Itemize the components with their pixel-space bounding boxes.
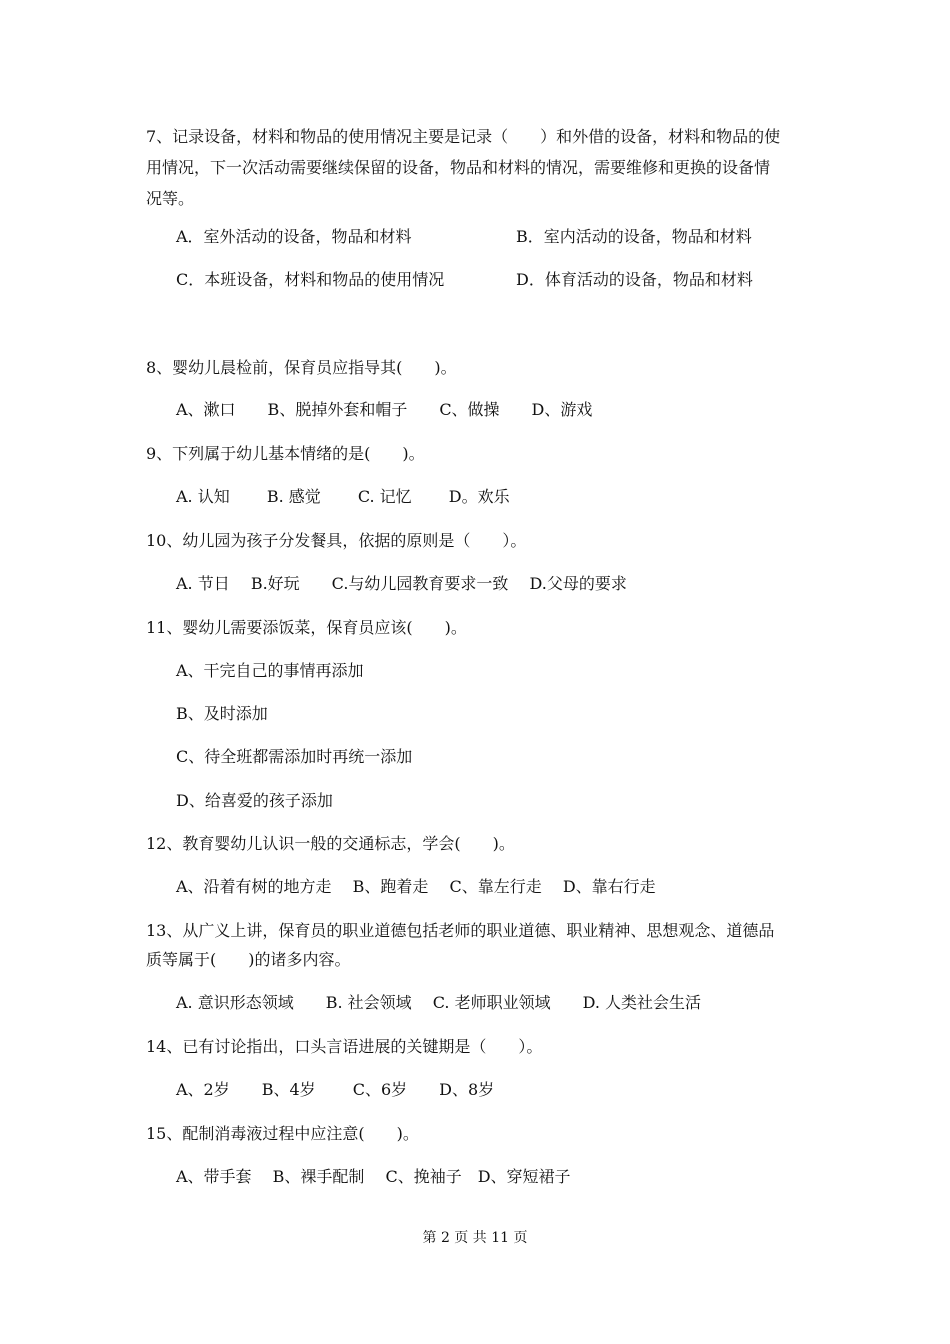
q11-option-b: B、及时添加: [176, 704, 268, 723]
q7-option-c: C．本班设备，材料和物品的使用情况: [176, 270, 445, 289]
q7-option-a: A．室外活动的设备，物品和材料: [176, 227, 412, 246]
q12-options: A、沿着有树的地方走 B、跑着走 C、靠左行走 D、靠右行走: [176, 877, 656, 896]
q9-text: 9、下列属于幼儿基本情绪的是( )。: [146, 444, 425, 463]
q7-line-3: 况等。: [146, 189, 195, 208]
q12-text: 12、教育婴幼儿认识一般的交通标志，学会( )。: [146, 834, 515, 853]
q11-text: 11、婴幼儿需要添饭菜，保育员应该( )。: [146, 618, 467, 637]
q11-option-d: D、给喜爱的孩子添加: [176, 791, 333, 810]
q13-line-2: 质等属于( )的诸多内容。: [146, 950, 351, 969]
q9-options: A. 认知 B. 感觉 C. 记忆 D。欢乐: [176, 487, 510, 506]
q13-line-1: 13、从广义上讲，保育员的职业道德包括老师的职业道德、职业精神、思想观念、道德品: [146, 921, 775, 940]
q8-text: 8、婴幼儿晨检前，保育员应指导其( )。: [146, 358, 457, 377]
q10-text: 10、幼儿园为孩子分发餐具，依据的原则是（ ）。: [146, 531, 527, 550]
q15-options: A、带手套 B、裸手配制 C、挽袖子 D、穿短裙子: [176, 1167, 571, 1186]
q15-text: 15、配制消毒液过程中应注意( )。: [146, 1124, 419, 1143]
q7-option-b: B．室内活动的设备，物品和材料: [516, 227, 752, 246]
q7-line-2: 用情况，下一次活动需要继续保留的设备，物品和材料的情况，需要维修和更换的设备情: [146, 158, 771, 177]
q11-option-a: A、干完自己的事情再添加: [176, 661, 364, 680]
q10-options: A. 节日 B.好玩 C.与幼儿园教育要求一致 D.父母的要求: [176, 574, 627, 593]
q13-options: A. 意识形态领域 B. 社会领域 C. 老师职业领域 D. 人类社会生活: [176, 993, 702, 1012]
page-footer: 第 2 页 共 11 页: [422, 1230, 528, 1246]
q14-options: A、2岁 B、4岁 C、6岁 D、8岁: [176, 1080, 495, 1099]
q11-option-c: C、待全班都需添加时再统一添加: [176, 747, 413, 766]
q8-options: A、漱口 B、脱掉外套和帽子 C、做操 D、游戏: [176, 400, 593, 419]
q7-line-1: 7、记录设备，材料和物品的使用情况主要是记录（ ）和外借的设备，材料和物品的使: [146, 127, 781, 146]
q7-option-d: D．体育活动的设备，物品和材料: [516, 270, 753, 289]
q14-text: 14、已有讨论指出，口头言语进展的关键期是（ ）。: [146, 1037, 543, 1056]
